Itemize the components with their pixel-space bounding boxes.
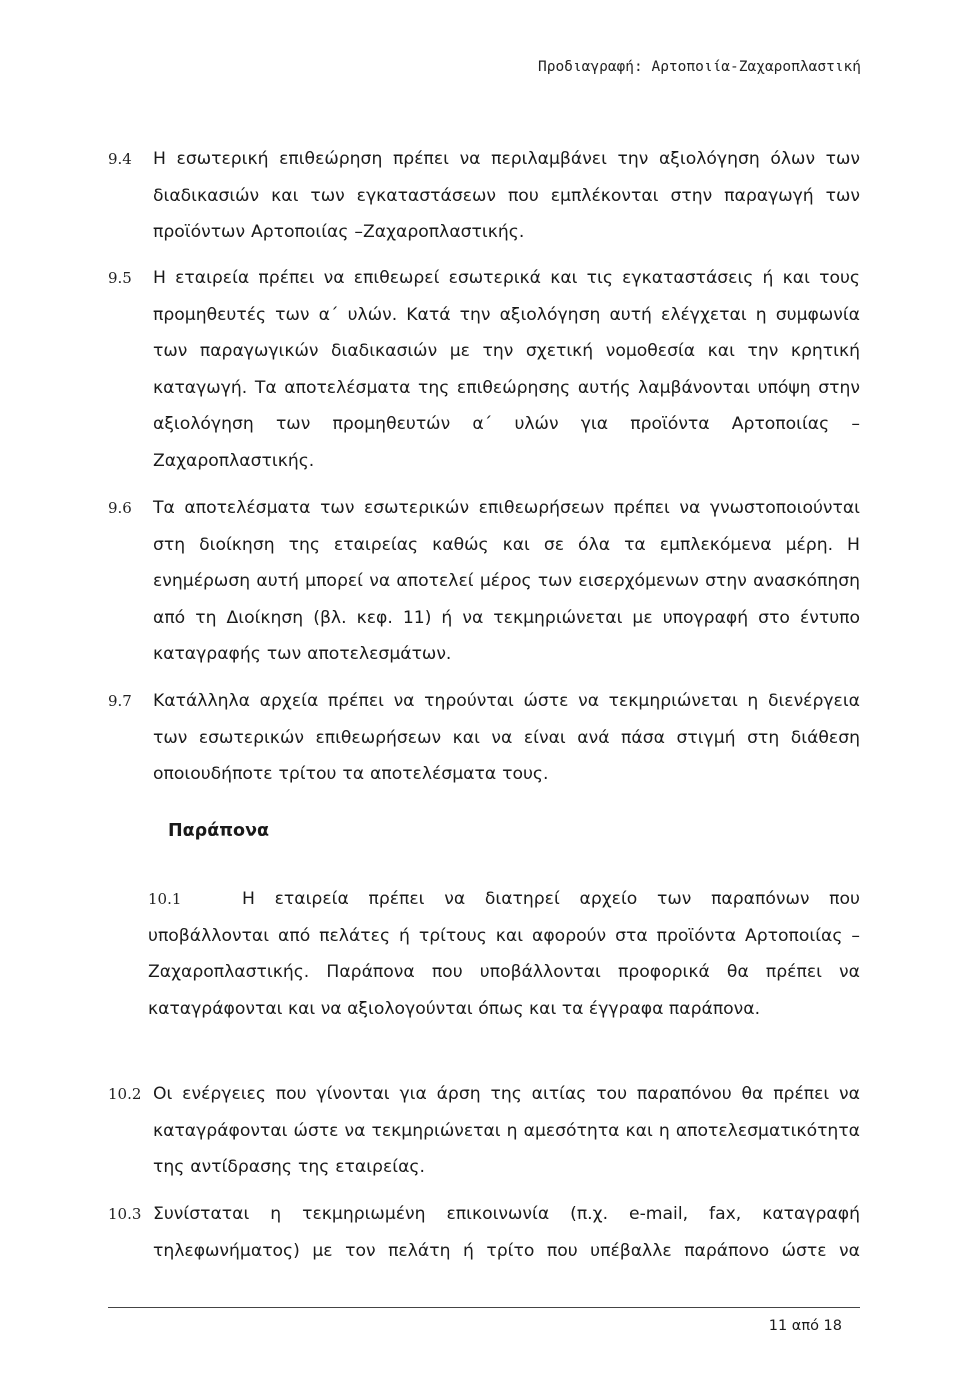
- clause-10-1: [148, 881, 860, 1027]
- clause-text: Τα αποτελέσματα των εσωτερικών επιθεωρήσεων πρέπει να γνωστοποιούνται στη διοίκηση της εταιρείας καθώς και σε όλα τα εμπλεκόμενα μέρη. Η ενημέρωση αυτή μπορεί να αποτελεί μέρος των εισερχόμενων στην ανασκόπηση από τη Διοίκηση (βλ. κεφ. 11) ή να τεκμηριώνεται με υπογραφή στο έντυπο καταγραφής των αποτελεσμάτων.: [153, 498, 860, 664]
- clause-text: Οι ενέργειες που γίνονται για άρση της αιτίας του παραπόνου θα πρέπει να καταγράφονται ώστε να τεκμηριώνεται η αμεσότητα και η αποτελεσματικότητα της αντίδρασης της εταιρείας.: [153, 1084, 860, 1177]
- clause-number: 9.4: [108, 150, 132, 168]
- page-number: 11 από 18: [768, 1318, 842, 1334]
- clause-number: 9.7: [108, 692, 132, 710]
- clause-number: 10.1: [148, 890, 182, 908]
- clause-9-7: [108, 683, 860, 793]
- clause-10-3: [108, 1196, 860, 1269]
- clause-text: Συνίσταται η τεκμηριωμένη επικοινωνία (π.χ. e-mail, fax, καταγραφή τηλεφωνήματος) με τον πελάτη ή τρίτο που υπέβαλλε παράπονο ώστε να: [153, 1204, 860, 1261]
- clause-9-6: [108, 490, 860, 673]
- clause-number: 10.2: [108, 1085, 142, 1103]
- clause-number: 9.5: [108, 269, 132, 287]
- clause-10-2: [108, 1076, 860, 1186]
- clause-text: Κατάλληλα αρχεία πρέπει να τηρούνται ώστε να τεκμηριώνεται η διενέργεια των εσωτερικών επιθεωρήσεων και να είναι ανά πάσα στιγμή στη διάθεση οποιουδήποτε τρίτου τα αποτελέσματα τους.: [153, 691, 860, 784]
- clause-text: Η εταιρεία πρέπει να διατηρεί αρχείο των παραπόνων που υποβάλλονται από πελάτες ή τρίτους και αφορούν στα προϊόντα Αρτοποιίας –Ζαχαροπλαστικής. Παράπονα που υποβάλλονται προφορικά θα πρέπει να καταγράφονται και να αξιολογούνται όπως και τα έγγραφα παράπονα.: [148, 889, 860, 1019]
- clause-text: Η εταιρεία πρέπει να επιθεωρεί εσωτερικά και τις εγκαταστάσεις ή και τους προμηθευτές των α΄ υλών. Κατά την αξιολόγηση αυτή ελέγχεται η συμφωνία των παραγωγικών διαδικασιών με την σχετική νομοθεσία και την κρητική καταγωγή. Τα αποτελέσματα της επιθεώρησης αυτής λαμβάνονται υπόψη στην αξιολόγηση των προμηθευτών α΄ υλών για προϊόντα Αρτοποιίας –Ζαχαροπλαστικής.: [153, 268, 860, 471]
- page-header: Προδιαγραφή: Αρτοποιία-Ζαχαροπλαστική: [537, 59, 861, 75]
- clause-number: 9.6: [108, 499, 132, 517]
- clause-text: Η εσωτερική επιθεώρηση πρέπει να περιλαμβάνει την αξιολόγηση όλων των διαδικασιών και των εγκαταστάσεων που εμπλέκονται στην παραγωγή των προϊόντων Αρτοποιίας –Ζαχαροπλαστικής.: [153, 149, 860, 242]
- clause-number: 10.3: [108, 1205, 142, 1223]
- section-heading: Παράπονα: [168, 821, 270, 841]
- clause-9-4: [108, 141, 860, 251]
- footer-divider: [108, 1307, 860, 1308]
- clause-9-5: [108, 260, 860, 479]
